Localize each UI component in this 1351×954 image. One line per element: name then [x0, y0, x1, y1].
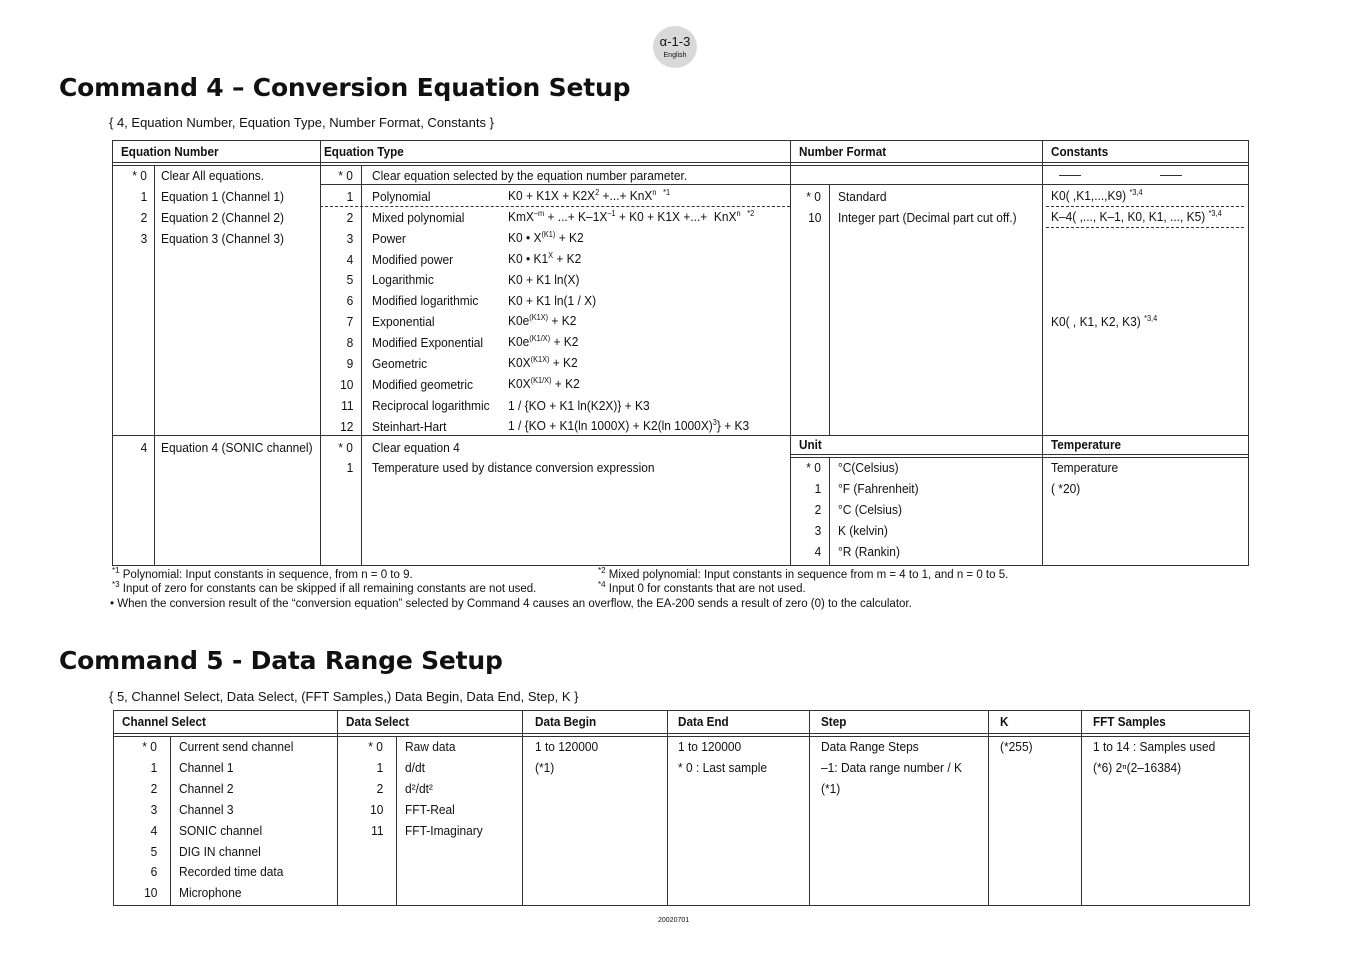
eq-type-code: 10 — [339, 377, 353, 392]
footnote-1: $^{*1}$ Polynomial: Input constants in sequence, from n = 0 to 9. — [112, 566, 413, 581]
channel-code: * 0 — [142, 739, 157, 754]
eq-type-code: * 0 — [338, 168, 353, 183]
eq-type-name: Reciprocal logarithmic — [372, 398, 490, 413]
constants-exponential: K0( , K1, K2, K3) $^{*3,4}$ — [1051, 314, 1158, 329]
channel-label: Channel 1 — [179, 760, 234, 775]
constants-integer: K–4( ,..., K–1, K0, K1, ..., K5) $^{*3,4}$ — [1051, 209, 1222, 224]
eq-type-code: 4 — [346, 252, 353, 267]
data-select-label: d²/dt² — [405, 781, 433, 796]
channel-label: Recorded time data — [179, 864, 284, 879]
eq-type-name: Steinhart-Hart — [372, 419, 447, 434]
command5-table — [113, 710, 1250, 906]
header-channel-select: Channel Select — [122, 714, 206, 729]
channel-code: 2 — [150, 781, 157, 796]
footer-code: 20020701 — [658, 917, 690, 924]
header-data-select: Data Select — [346, 714, 410, 729]
eq-type-name: Power — [372, 231, 406, 246]
data-select-code: 2 — [376, 781, 383, 796]
eq4-type-label: Clear equation 4 — [372, 440, 460, 455]
channel-code: 5 — [150, 844, 157, 859]
eq-type-code: 7 — [346, 314, 353, 329]
k-value: (*255) — [1000, 739, 1033, 754]
data-select-label: Raw data — [405, 739, 456, 754]
overflow-note: • When the conversion result of the “conversion equation” selected by Command 4 causes an overflow, the EA-200 sends a result of zero (0) to the calculator. — [110, 598, 912, 610]
data-select-label: FFT-Imaginary — [405, 823, 483, 838]
data-end-last: * 0 : Last sample — [678, 760, 768, 775]
command5-syntax: { 5, Channel Select, Data Select, (FFT Samples,) Data Begin, Data End, Step, K } — [109, 689, 579, 704]
data-select-code: 10 — [369, 802, 383, 817]
step-label: Data Range Steps — [821, 739, 919, 754]
unit-label: °C (Celsius) — [838, 502, 902, 517]
page-language: English — [663, 52, 687, 59]
unit-label: °C(Celsius) — [838, 460, 899, 475]
eq-number-code: 3 — [140, 231, 147, 246]
eq-number-code: 2 — [140, 210, 147, 225]
header-equation-number: Equation Number — [121, 144, 219, 159]
channel-label: Channel 2 — [179, 781, 234, 796]
header-step: Step — [821, 714, 847, 729]
footnote-3: $^{*3}$ Input of zero for constants can be skipped if all remaining constants are not used. — [112, 580, 537, 595]
channel-label: SONIC channel — [179, 823, 263, 838]
eq-type-name: Modified geometric — [372, 377, 474, 392]
temperature-value: Temperature — [1051, 460, 1119, 475]
command5-title: Command 5 - Data Range Setup — [59, 646, 503, 675]
unit-code: 4 — [814, 544, 821, 559]
footnote-2: $^{*2}$ Mixed polynomial: Input constants in sequence from m = 4 to 1, and n = 0 to 5. — [598, 566, 1009, 581]
temperature-note: ( *20) — [1051, 481, 1081, 496]
eq-type-name: Logarithmic — [372, 272, 434, 287]
eq-type-code: 11 — [340, 398, 353, 413]
command4-title: Command 4 – Conversion Equation Setup — [59, 73, 631, 102]
eq-type-formula: $K0 + K1X + K2X^2$ +...+ KnX$^n$ $^{*1}$ — [508, 188, 671, 203]
eq-type-formula: K0 • $K1^X + K2$ — [508, 251, 582, 266]
command4-syntax: { 4, Equation Number, Equation Type, Number Format, Constants } — [109, 115, 494, 130]
footnote-4: $^{*4}$ Input 0 for constants that are not used. — [598, 580, 806, 595]
header-number-format: Number Format — [799, 144, 887, 159]
channel-code: 6 — [150, 864, 157, 879]
eq-type-formula: K0 + K1 ln(1 / X) — [508, 293, 597, 308]
eq-type-clear-label: Clear equation selected by the equation number parameter. — [372, 168, 688, 183]
header-unit: Unit — [799, 437, 822, 452]
eq-number-label: Equation 2 (Channel 2) — [161, 210, 285, 225]
eq-number-label: Equation 1 (Channel 1) — [161, 189, 285, 204]
eq-type-code: 5 — [346, 272, 353, 287]
header-equation-type: Equation Type — [324, 144, 404, 159]
eq-type-formula: K0 + K1 ln(X) — [508, 272, 580, 287]
unit-code: 3 — [814, 523, 821, 538]
channel-code: 1 — [150, 760, 157, 775]
eq-type-code: 12 — [339, 419, 353, 434]
header-constants: Constants — [1051, 144, 1109, 159]
eq-type-formula: K0 • $X^{(K1)} + K2$ — [508, 230, 584, 245]
header-fft-samples: FFT Samples — [1093, 714, 1166, 729]
eq-type-name: Polynomial — [372, 189, 431, 204]
unit-code: 2 — [814, 502, 821, 517]
unit-label: K (kelvin) — [838, 523, 888, 538]
eq4-type-code: * 0 — [338, 440, 353, 455]
command4-table — [112, 140, 1249, 566]
unit-label: °R (Rankin) — [838, 544, 900, 559]
header-k: K — [1000, 714, 1009, 729]
eq-type-name: Modified Exponential — [372, 335, 484, 350]
eq-type-name: Geometric — [372, 356, 428, 371]
eq-number-code: 4 — [140, 440, 147, 455]
data-end-range: 1 to 120000 — [678, 739, 742, 754]
page-badge — [653, 26, 697, 68]
number-format-label: Standard — [838, 189, 887, 204]
eq4-type-label: Temperature used by distance conversion expression — [372, 460, 655, 475]
page-number: α-1-3 — [659, 34, 691, 49]
data-select-code: 11 — [370, 823, 383, 838]
number-format-code: * 0 — [806, 189, 821, 204]
data-begin-range: 1 to 120000 — [535, 739, 599, 754]
eq-type-code: 1 — [346, 189, 353, 204]
header-data-begin: Data Begin — [535, 714, 597, 729]
eq-type-name: Modified logarithmic — [372, 293, 479, 308]
constants-standard: K0( ,K1,...,K9) $^{*3,4}$ — [1051, 188, 1143, 203]
unit-code: 1 — [814, 481, 821, 496]
eq-type-code: 3 — [346, 231, 353, 246]
eq-type-code: 8 — [346, 335, 353, 350]
channel-code: 3 — [150, 802, 157, 817]
unit-label: °F (Fahrenheit) — [838, 481, 919, 496]
eq-type-formula: KmX$^{-m}$ + ...+ $K-1X^{-1} + K0 + K1X$ +...+ KnX$^n$ $^{*2}$ — [508, 209, 755, 224]
channel-label: Microphone — [179, 885, 242, 900]
channel-label: Channel 3 — [179, 802, 234, 817]
eq-number-label: Clear All equations. — [161, 168, 265, 183]
data-select-label: FFT-Real — [405, 802, 455, 817]
channel-label: DIG IN channel — [179, 844, 261, 859]
eq-number-code: * 0 — [132, 168, 147, 183]
eq-type-formula: $K0X^{(K1/X)} + K2$ — [508, 376, 580, 391]
eq-type-formula: 1 / {KO + K1(ln 1000X) + K2(ln 1000X)$^3$} + K3 — [508, 418, 750, 433]
eq-type-name: Mixed polynomial — [372, 210, 465, 225]
eq-type-formula: $K0e^{(K1X)} + K2$ — [508, 313, 577, 328]
eq-type-code: 2 — [346, 210, 353, 225]
fft-note: (*6) 2ⁿ(2–16384) — [1093, 760, 1182, 775]
number-format-code: 10 — [807, 210, 821, 225]
eq-type-name: Modified power — [372, 252, 454, 267]
data-begin-note: (*1) — [535, 760, 555, 775]
fft-range: 1 to 14 : Samples used — [1093, 739, 1216, 754]
unit-code: * 0 — [806, 460, 821, 475]
number-format-label: Integer part (Decimal part cut off.) — [838, 210, 1017, 225]
channel-code: 10 — [143, 885, 157, 900]
eq-number-label: Equation 4 (SONIC channel) — [161, 440, 313, 455]
header-temperature: Temperature — [1051, 437, 1122, 452]
step-rule: –1: Data range number / K — [821, 760, 962, 775]
data-select-label: d/dt — [405, 760, 425, 775]
channel-label: Current send channel — [179, 739, 294, 754]
channel-code: 4 — [150, 823, 157, 838]
header-data-end: Data End — [678, 714, 729, 729]
data-select-code: * 0 — [368, 739, 383, 754]
eq-type-name: Exponential — [372, 314, 435, 329]
eq-type-formula: $K0e^{(K1/X)} + K2$ — [508, 334, 579, 349]
eq-number-code: 1 — [140, 189, 147, 204]
data-select-code: 1 — [376, 760, 383, 775]
step-note: (*1) — [821, 781, 841, 796]
eq-type-code: 9 — [346, 356, 353, 371]
eq-number-label: Equation 3 (Channel 3) — [161, 231, 285, 246]
eq4-type-code: 1 — [346, 460, 353, 475]
eq-type-code: 6 — [346, 293, 353, 308]
eq-type-formula: 1 / {KO + K1 ln(K2X)} + K3 — [508, 398, 650, 413]
eq-type-formula: $K0X^{(K1X)} + K2$ — [508, 355, 578, 370]
